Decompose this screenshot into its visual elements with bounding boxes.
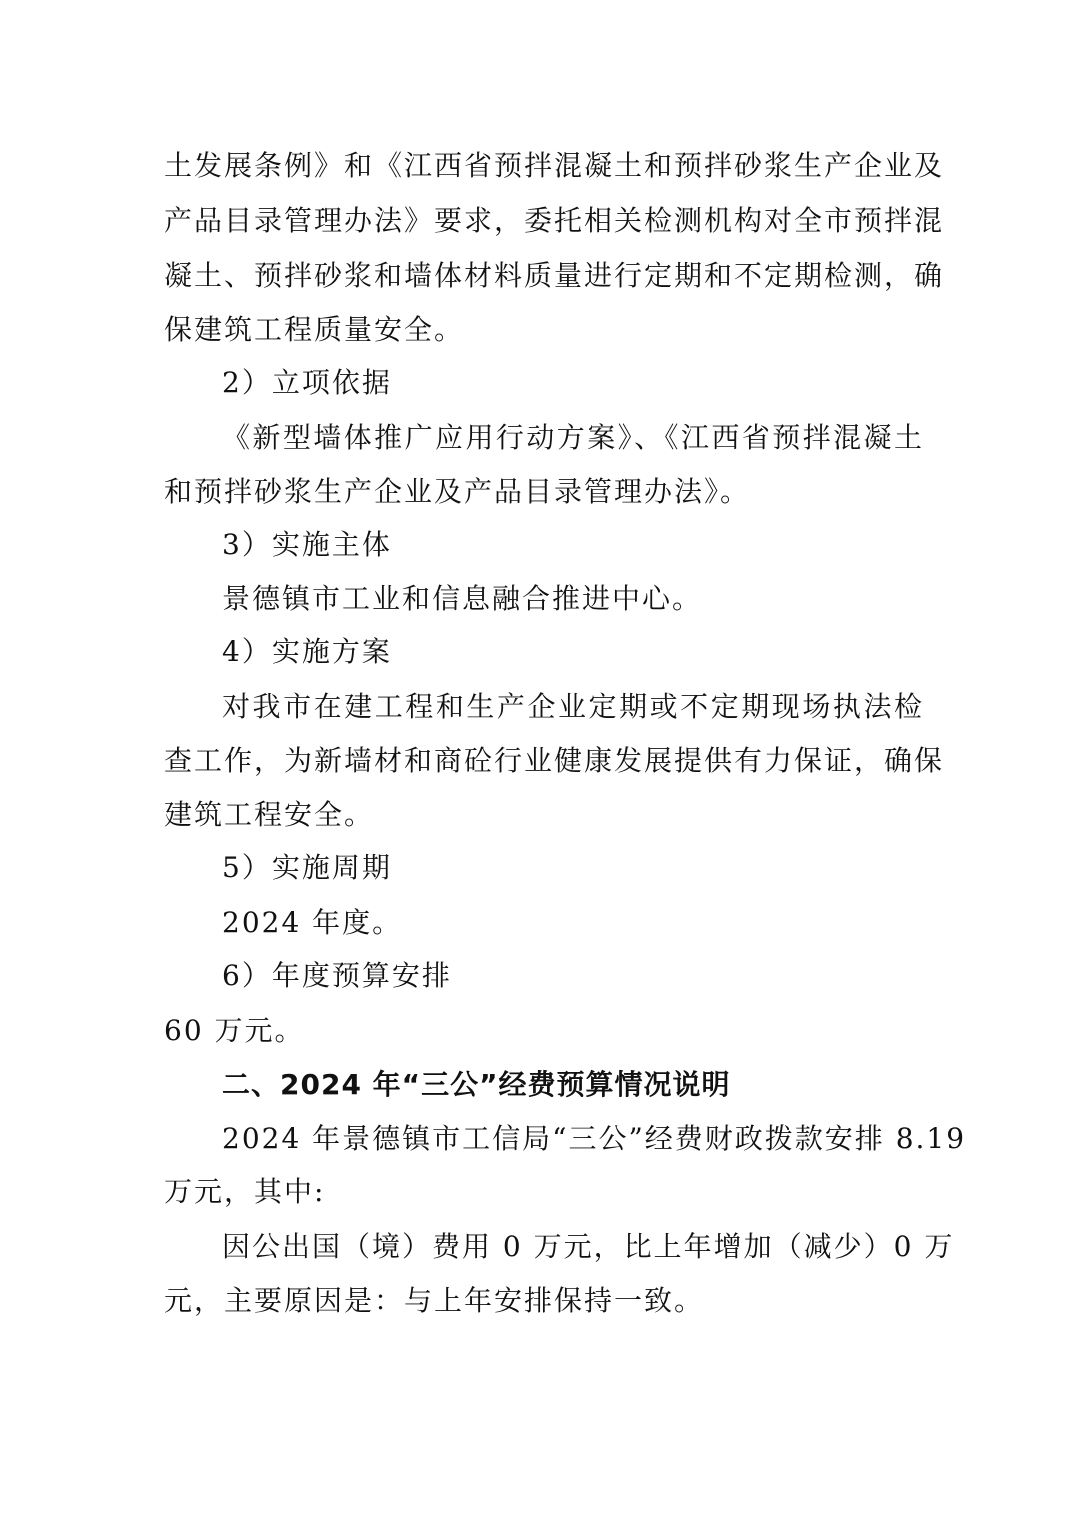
paragraph-line: 建筑工程安全。 (164, 798, 375, 831)
paragraph-line: 对我市在建工程和生产企业定期或不定期现场执法检 (222, 690, 924, 723)
paragraph-line: 万元，其中: (164, 1175, 326, 1208)
paragraph-line: 凝土、预拌砂浆和墙体材料质量进行定期和不定期检测，确 (164, 259, 945, 292)
paragraph-line: 保建筑工程质量安全。 (164, 313, 465, 346)
paragraph-line: 景德镇市工业和信息融合推进中心。 (222, 582, 703, 615)
paragraph-line: 《新型墙体推广应用行动方案》、《江西省预拌混凝土 (222, 421, 924, 454)
section-heading: 二、2024 年“三公”经费预算情况说明 (222, 1068, 731, 1101)
paragraph-line: 土发展条例》和《江西省预拌混凝土和预拌砂浆生产企业及 (164, 149, 945, 182)
paragraph-line: 2024 年度。 (222, 906, 403, 939)
paragraph-line: 查工作，为新墙材和商砼行业健康发展提供有力保证，确保 (164, 744, 945, 777)
section-label: 5）实施周期 (222, 851, 392, 884)
paragraph-line: 元，主要原因是：与上年安排保持一致。 (164, 1284, 705, 1317)
paragraph-line: 因公出国（境）费用 0 万元，比上年增加（减少）0 万 (222, 1230, 955, 1263)
section-label: 4）实施方案 (222, 635, 392, 668)
paragraph-line: 和预拌砂浆生产企业及产品目录管理办法》。 (164, 475, 751, 508)
section-label: 3）实施主体 (222, 528, 392, 561)
paragraph-line: 2024 年景德镇市工信局“三公”经费财政拨款安排 8.19 (222, 1122, 967, 1155)
paragraph-line: 产品目录管理办法》要求，委托相关检测机构对全市预拌混 (164, 204, 945, 237)
section-label: 2）立项依据 (222, 366, 392, 399)
paragraph-line: 60 万元。 (164, 1014, 305, 1047)
section-label: 6）年度预算安排 (222, 959, 452, 992)
